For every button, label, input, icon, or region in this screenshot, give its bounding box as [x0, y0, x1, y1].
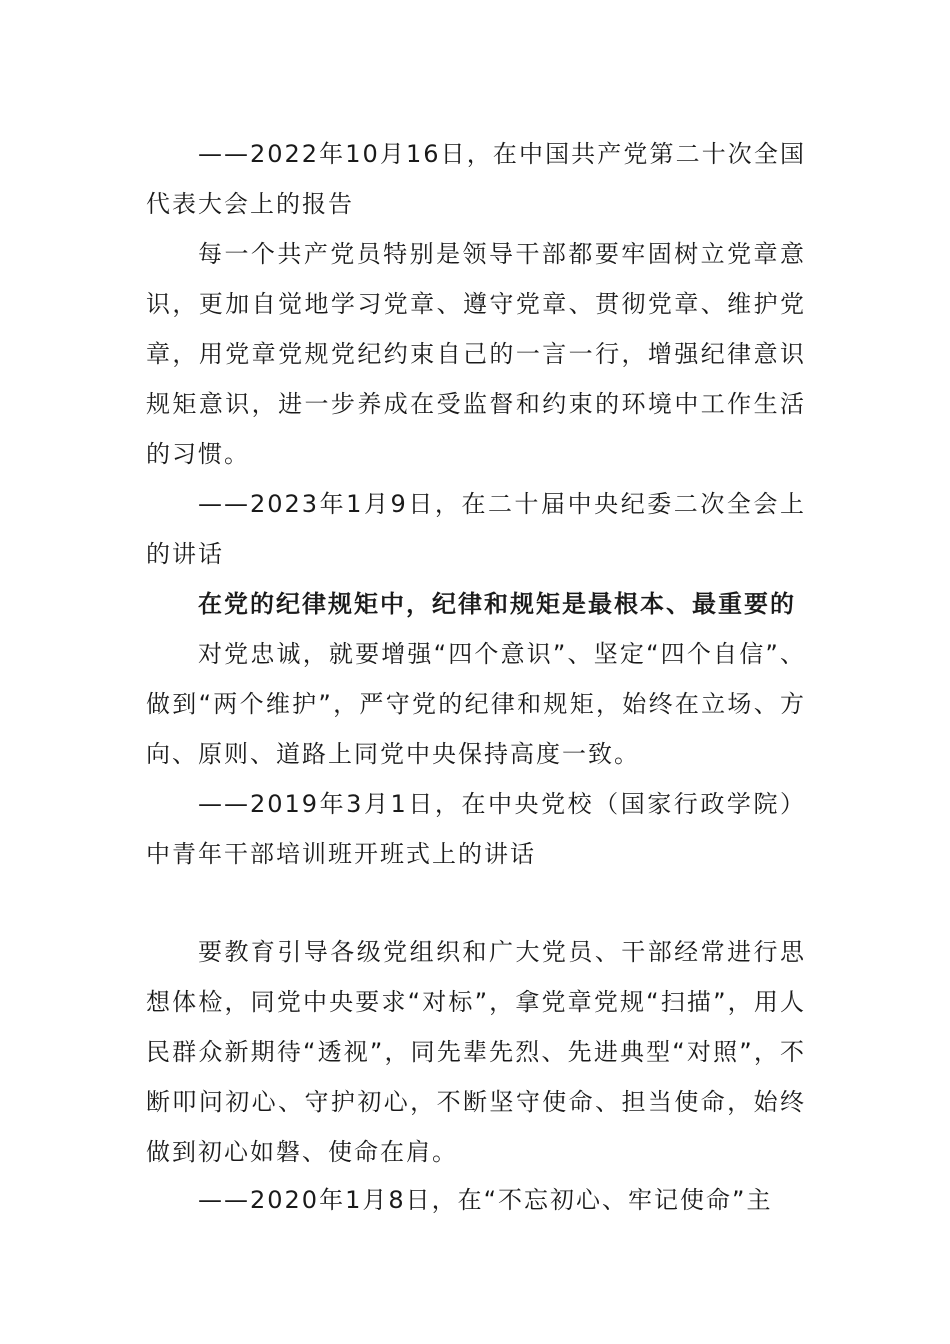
quote-paragraph-4 — [146, 927, 806, 1177]
source-paragraph-3 — [146, 779, 806, 879]
source-paragraph-2 — [146, 479, 806, 579]
source-text-3: ——2019年3月1日，在中央党校（国家行政学院）中青年干部培训班开班式上的讲话 — [146, 790, 806, 868]
quote-text-2: 每一个共产党员特别是领导干部都要牢固树立党章意识，更加自觉地学习党章、遵守党章、贯彻党章、维护党章，用党章党规党纪约束自己的一言一行，增强纪律意识规矩意识，进一步养成在受监督和约束的环境中工作生活的习惯。 — [146, 240, 806, 468]
source-paragraph-1 — [146, 129, 806, 229]
source-text-4: ——2020年1月8日，在“不忘初心、牢记使命”主 — [198, 1186, 773, 1214]
section-heading-text: 在党的纪律规矩中，纪律和规矩是最根本、最重要的 — [198, 590, 796, 618]
source-paragraph-4 — [146, 1175, 806, 1225]
section-heading — [146, 579, 806, 629]
source-text-2: ——2023年1月9日，在二十届中央纪委二次全会上的讲话 — [146, 490, 806, 568]
quote-paragraph-3 — [146, 629, 806, 779]
quote-text-3: 对党忠诚，就要增强“四个意识”、坚定“四个自信”、做到“两个维护”，严守党的纪律和规矩，始终在立场、方向、原则、道路上同党中央保持高度一致。 — [146, 640, 806, 768]
quote-paragraph-2 — [146, 229, 806, 479]
source-text-1: ——2022年10月16日，在中国共产党第二十次全国代表大会上的报告 — [146, 140, 806, 218]
quote-text-4: 要教育引导各级党组织和广大党员、干部经常进行思想体检，同党中央要求“对标”，拿党章党规“扫描”，用人民群众新期待“透视”，同先辈先烈、先进典型“对照”，不断叩问初心、守护初心，不断坚守使命、担当使命，始终做到初心如磐、使命在肩。 — [146, 938, 806, 1166]
